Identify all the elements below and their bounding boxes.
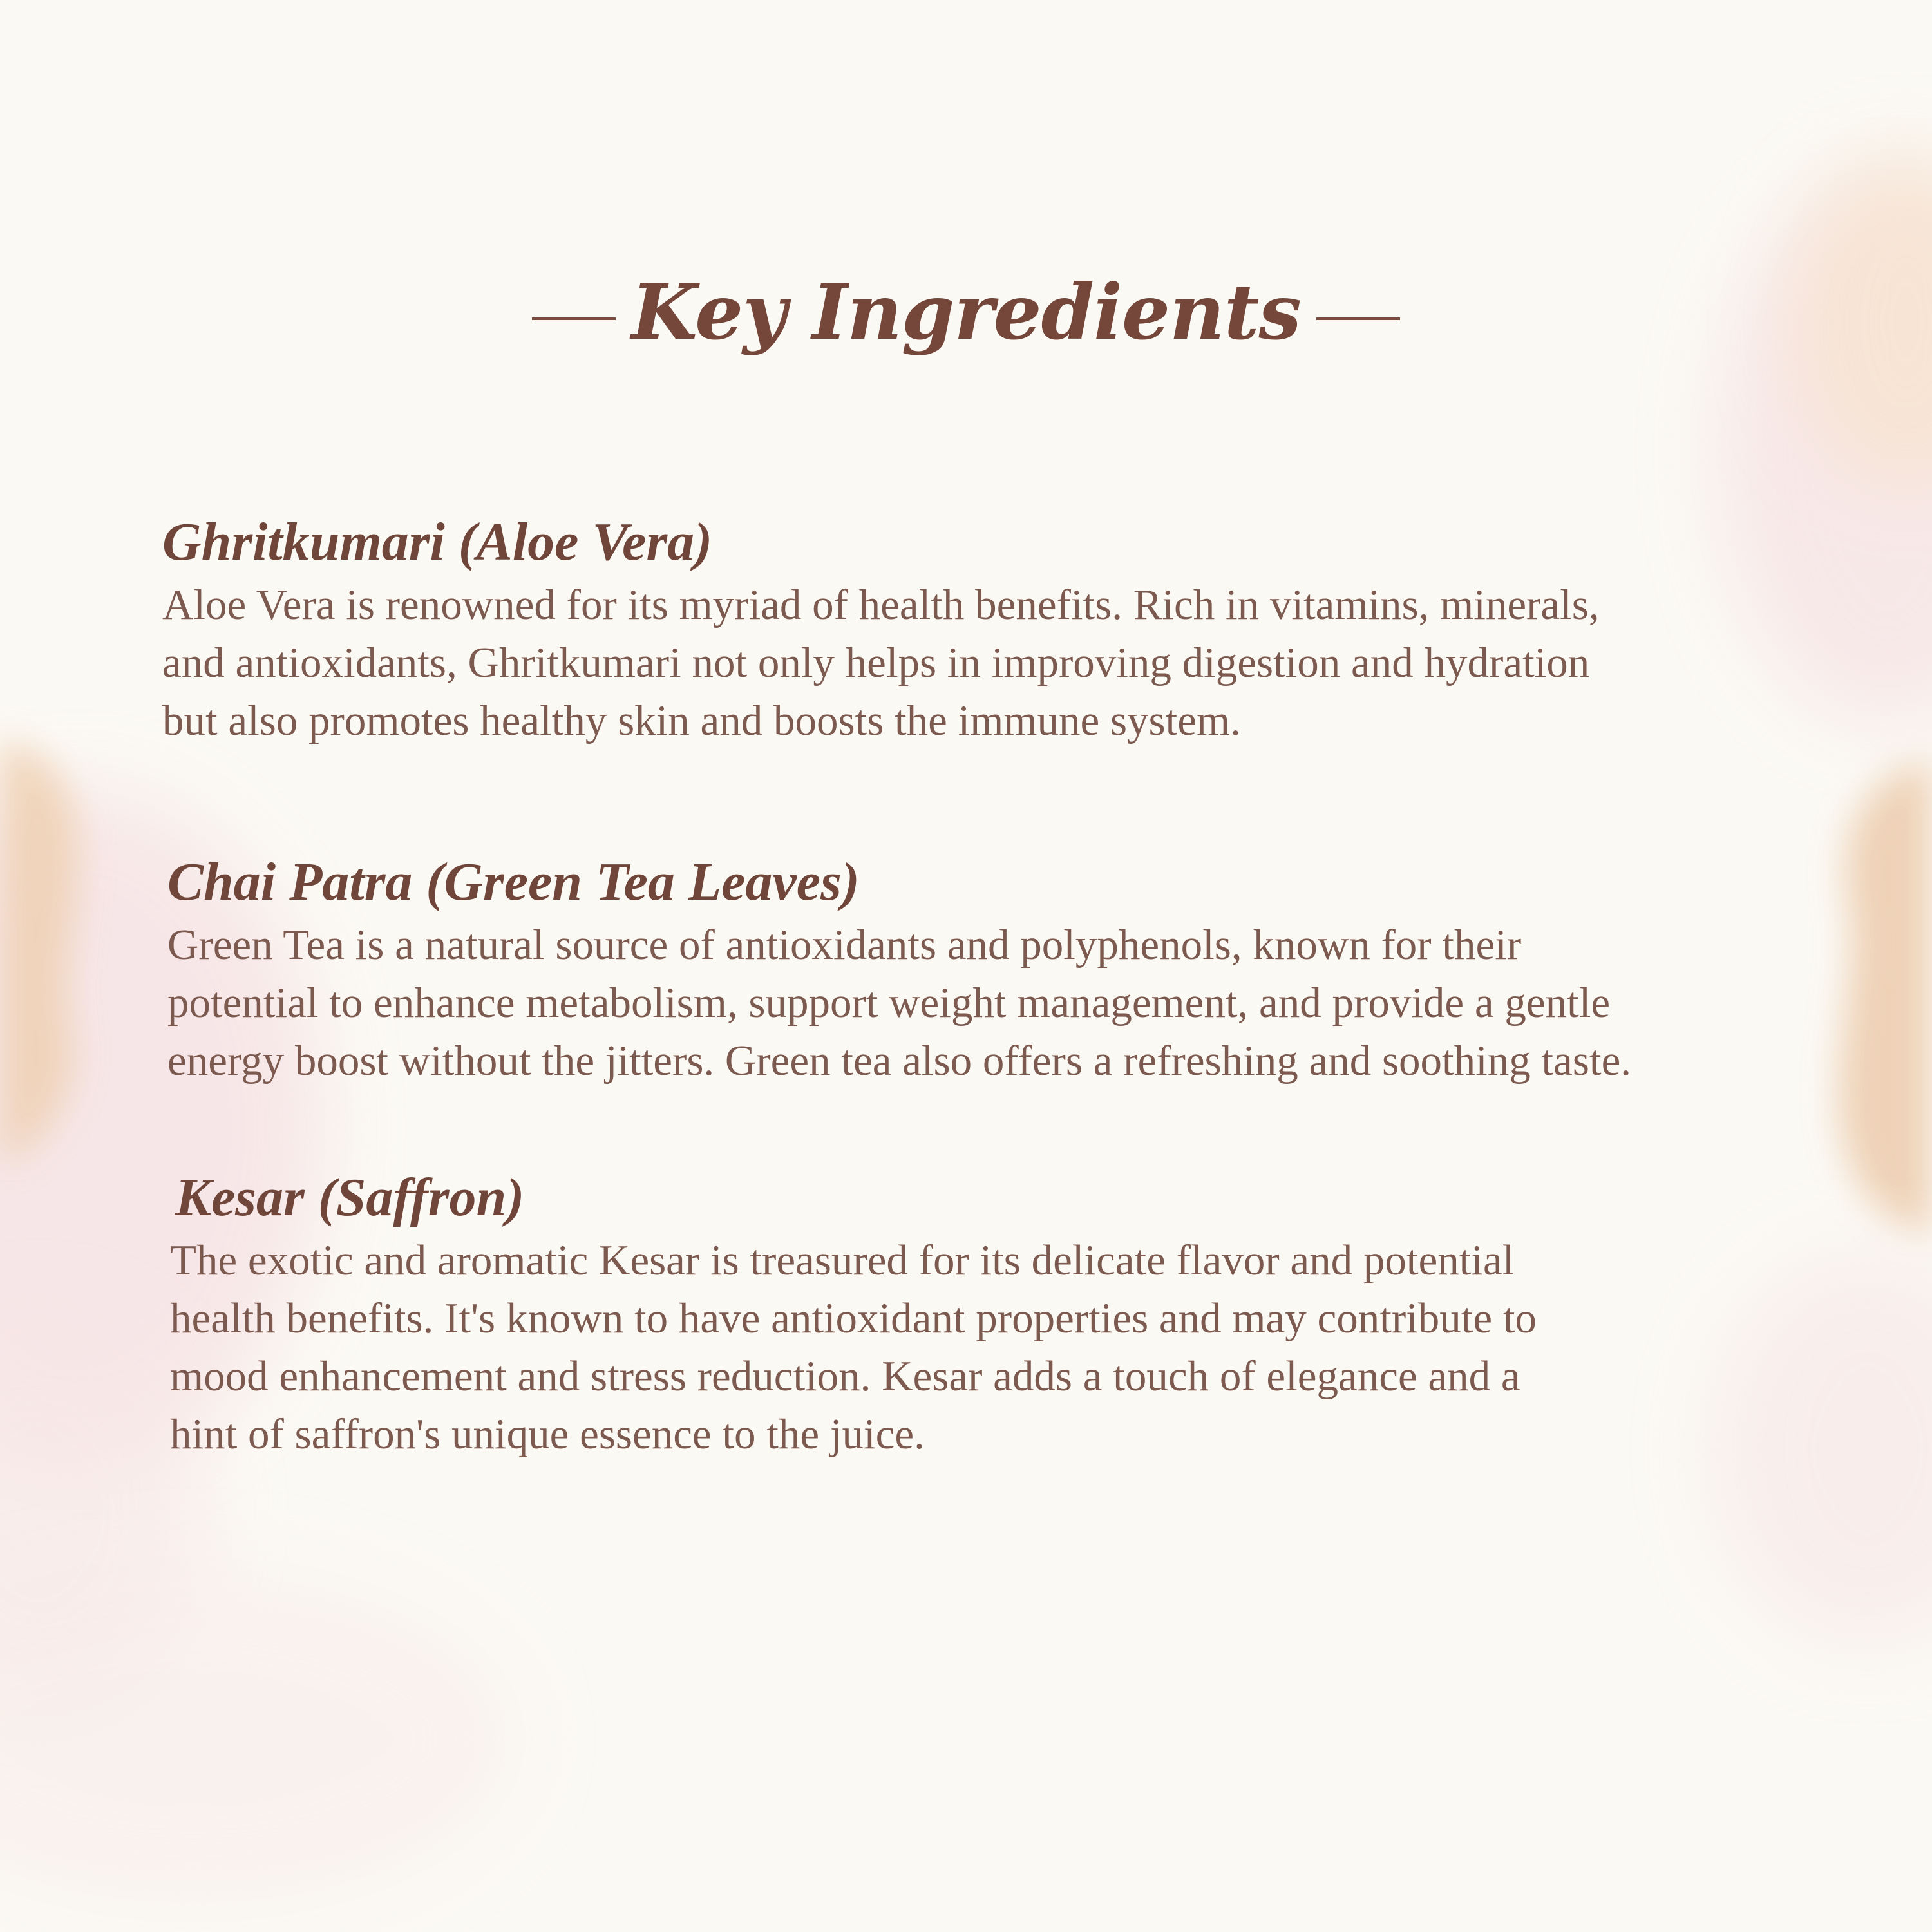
ingredient-description [170, 1231, 1772, 1463]
page-title: Key Ingredients [631, 267, 1301, 357]
ingredient-aloe-vera [162, 512, 1759, 750]
title-row [0, 261, 1932, 364]
description-line: Green Tea is a natural source of antioxidants and polyphenols, known for their [167, 921, 1522, 969]
ingredient-green-tea [167, 852, 1765, 1090]
description-line: potential to enhance metabolism, support weight management, and provide a gentle [167, 979, 1611, 1027]
description-line: energy boost without the jitters. Green tea also offers a refreshing and soothing taste. [167, 1037, 1632, 1084]
description-line: mood enhancement and stress reduction. Kesar adds a touch of elegance and a [170, 1352, 1520, 1400]
description-line: health benefits. It's known to have antioxidant properties and may contribute to [170, 1294, 1537, 1342]
title-left-dash [532, 317, 616, 320]
ingredient-description [162, 576, 1759, 750]
description-line: hint of saffron's unique essence to the juice. [170, 1410, 925, 1458]
ingredient-name: Ghritkumari (Aloe Vera) [162, 512, 713, 572]
ingredient-description [167, 916, 1765, 1090]
description-line: Aloe Vera is renowned for its myriad of health benefits. Rich in vitamins, minerals, [162, 581, 1600, 629]
ingredient-name: Kesar (Saffron) [175, 1168, 525, 1227]
description-line: The exotic and aromatic Kesar is treasured for its delicate flavor and potential [170, 1236, 1515, 1284]
title-right-dash [1316, 317, 1400, 320]
description-line: but also promotes healthy skin and boosts the immune system. [162, 697, 1241, 744]
ingredient-saffron [170, 1168, 1772, 1463]
ingredient-name: Chai Patra (Green Tea Leaves) [167, 852, 860, 912]
description-line: and antioxidants, Ghritkumari not only helps in improving digestion and hydration [162, 639, 1590, 687]
